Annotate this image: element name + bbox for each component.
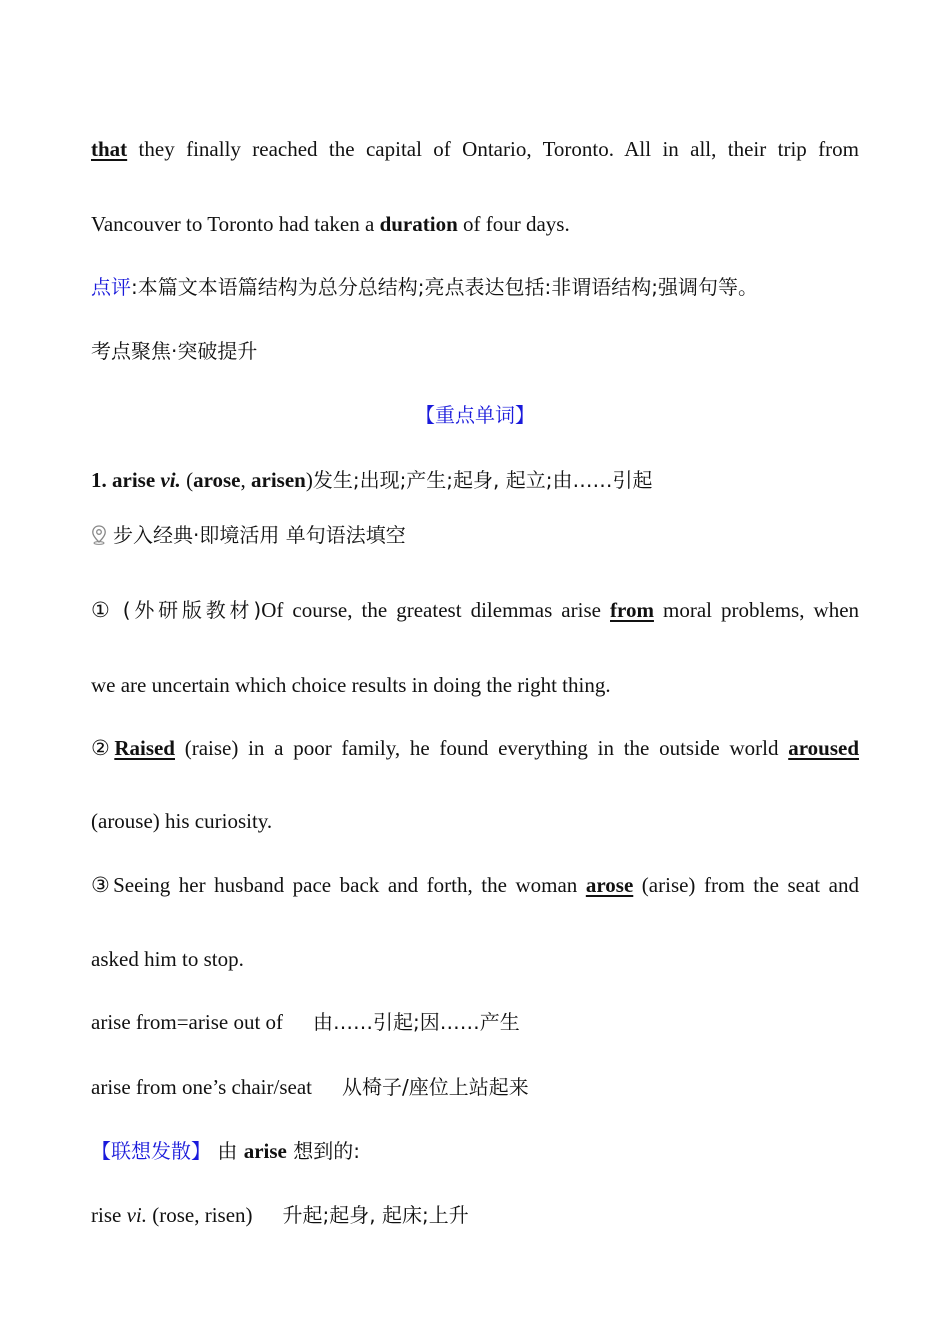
phrase-1: arise from=arise out of 由……引起;因……产生: [91, 1010, 520, 1034]
entry-arise: 1. arise vi. (arose, arisen)发生;出现;产生;起身, 起立;由……引起: [91, 468, 653, 492]
comment-text: :本篇文本语篇结构为总分总结构;亮点表达包括:非谓语结构;强调句等。: [131, 275, 758, 299]
practice-line: [91, 520, 406, 550]
section-title: 考点聚焦·突破提升: [91, 339, 258, 363]
entry-rise: rise vi. (rose, risen) 升起;起身, 起床;上升: [91, 1203, 469, 1227]
sentence-1-cont: we are uncertain which choice results in doing the right thing.: [91, 673, 611, 697]
passage-line-1: that they finally reached the capital of Ontario, Toronto. All in all, their trip from: [91, 137, 859, 161]
entry-pos: vi.: [160, 468, 181, 492]
sentence-1: ① (外研版教材)Of course, the greatest dilemmas arise from moral problems, when: [91, 598, 860, 622]
comment-label: 点评: [91, 275, 131, 299]
answer-aroused: aroused: [788, 736, 859, 760]
key-words-heading: 【重点单词】: [415, 403, 535, 427]
association-word: arise: [243, 1139, 287, 1163]
location-pin-icon: [91, 523, 107, 543]
answer-raised: Raised: [114, 736, 175, 760]
key-word-duration: duration: [379, 212, 458, 236]
sentence-3-cont: asked him to stop.: [91, 947, 244, 971]
emphasis-word-that: that: [91, 137, 128, 161]
answer-from: from: [610, 598, 654, 622]
sentence-2-cont: (arouse) his curiosity.: [91, 809, 273, 833]
sentence-3: ③Seeing her husband pace back and forth, the woman arose (arise) from the seat and: [91, 873, 859, 897]
association-line: 【联想发散】 由 arise 想到的:: [91, 1139, 360, 1163]
sentence-2: ②Raised (raise) in a poor family, he found everything in the outside world aroused: [91, 736, 859, 760]
phrase-2: arise from one’s chair/seat 从椅子/座位上站起来: [91, 1075, 529, 1099]
entry-word: arise: [112, 468, 156, 492]
answer-arose: arose: [585, 873, 634, 897]
practice-label: 步入经典·即境活用 单句语法填空: [113, 523, 406, 547]
entry-meaning: 发生;出现;产生;起身, 起立;由……引起: [312, 468, 653, 492]
comment-line: [91, 272, 758, 302]
association-label: 【联想发散】: [91, 1139, 211, 1163]
source-tag: (外研版教材): [122, 598, 262, 622]
passage-line-2: Vancouver to Toronto had taken a duration of four days.: [91, 212, 570, 236]
